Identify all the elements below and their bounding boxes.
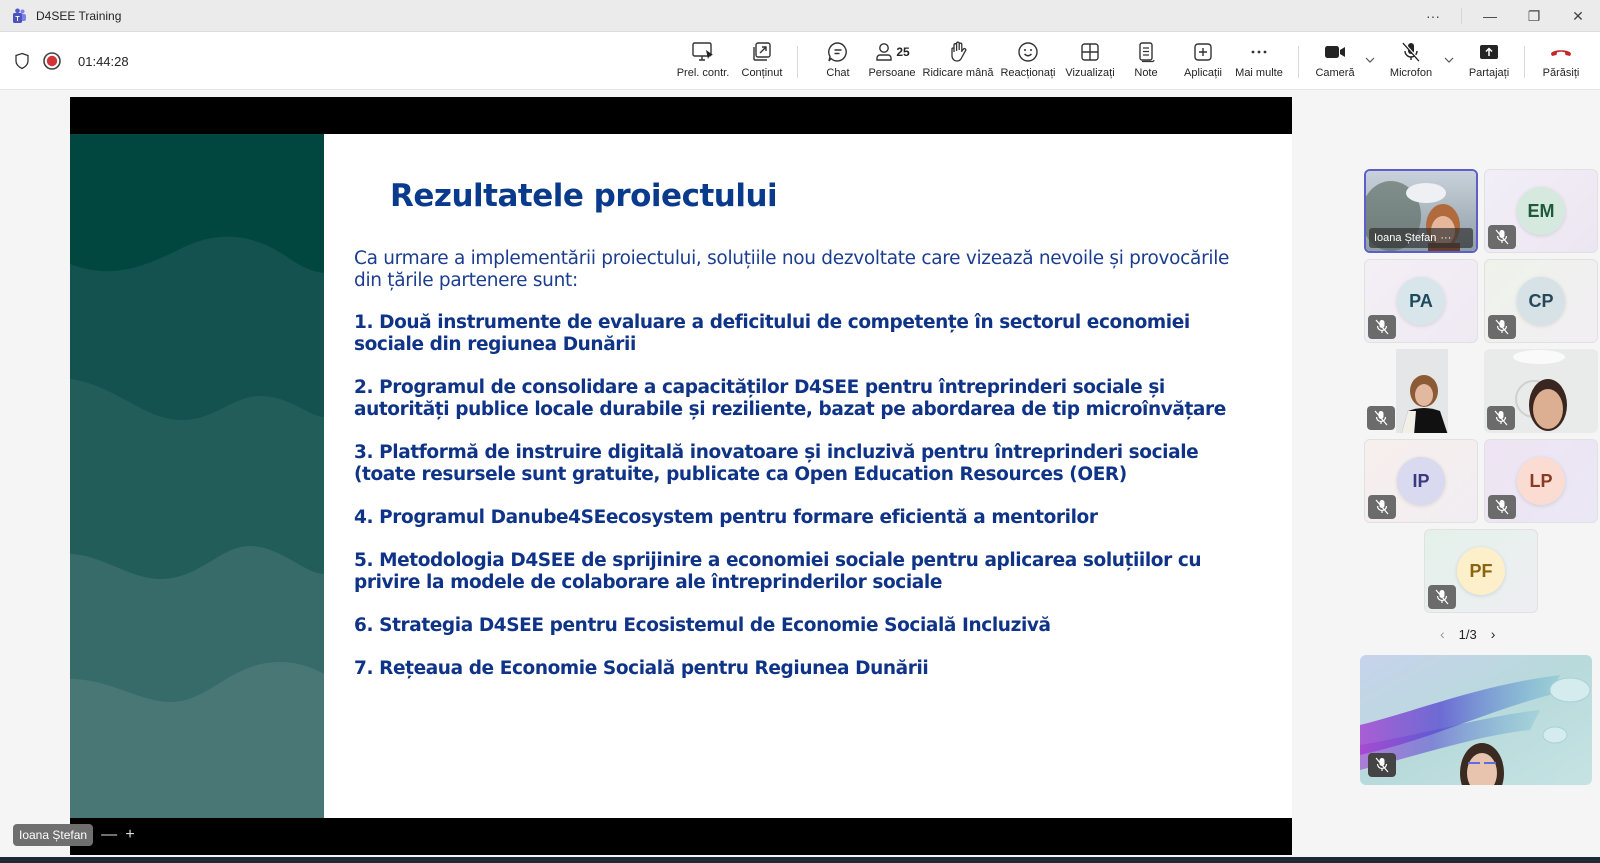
- list-item: 1. Două instrumente de evaluare a deficitului de competențe în sectorul economiei sociale din regiunea Dunării: [354, 312, 1190, 355]
- chat-button[interactable]: Chat: [818, 40, 858, 84]
- slide-intro: Ca urmare a implementării proiectului, soluțiile nou dezvoltate care vizează nevoile și provocările din țările partenere sunt:: [354, 248, 1230, 291]
- muted-mic-icon: [1368, 753, 1396, 777]
- mic-options-chevron-icon[interactable]: [1443, 54, 1455, 66]
- minimize-button[interactable]: —: [1483, 8, 1497, 24]
- more-button[interactable]: Mai multe: [1233, 40, 1285, 84]
- people-button[interactable]: 25 Persoane: [866, 40, 918, 84]
- presenter-nameplate: [13, 824, 137, 846]
- participant-tile-cp[interactable]: [1484, 259, 1598, 343]
- hand-icon: [947, 40, 969, 64]
- camera-icon: [1322, 40, 1348, 64]
- toolbar-divider: [1298, 46, 1299, 78]
- self-view-video[interactable]: [1360, 655, 1592, 785]
- participant-more-icon[interactable]: ···: [1440, 232, 1452, 244]
- notes-icon: [1135, 40, 1157, 64]
- chevron-left-icon[interactable]: ‹: [1440, 626, 1445, 642]
- share-up-icon: [1477, 40, 1501, 64]
- notes-button[interactable]: Note: [1129, 40, 1163, 84]
- participant-count: 25: [896, 45, 910, 59]
- person-icon: [874, 40, 894, 64]
- participant-tile-em[interactable]: [1484, 169, 1598, 253]
- recording-icon: [42, 51, 62, 71]
- avatar: CP: [1517, 277, 1565, 325]
- avatar: PF: [1457, 547, 1505, 595]
- muted-mic-icon: [1488, 315, 1516, 339]
- mic-button[interactable]: Microfon: [1386, 40, 1436, 84]
- shared-screen: [70, 97, 1292, 855]
- presentation-slide: [70, 134, 1292, 818]
- presenter-name: Ioana Ștefan: [13, 824, 93, 846]
- list-item: 3. Platformă de instruire digitală inovatoare și incluzivă pentru întreprinderi sociale (toate resursele sunt gratuite, publicate ca Open Education Resources (OER): [354, 442, 1199, 485]
- slide-content: [324, 134, 1292, 818]
- list-item: 7. Rețeaua de Economie Socială pentru Regiunea Dunării: [354, 658, 929, 679]
- muted-mic-icon: [1487, 406, 1515, 430]
- camera-button[interactable]: Cameră: [1313, 40, 1357, 84]
- ellipsis-icon: [1247, 40, 1271, 64]
- meeting-toolbar: [0, 32, 1600, 90]
- toolbar-divider: [1524, 46, 1525, 78]
- share-window-icon: [750, 40, 774, 64]
- list-item: 4. Programul Danube4SEecosystem pentru formare eficientă a mentorilor: [354, 507, 1098, 528]
- share-button[interactable]: Partajați: [1464, 40, 1514, 84]
- gallery-pager: [1440, 626, 1495, 642]
- more-options-button[interactable]: ···: [1426, 8, 1440, 24]
- participant-tile-video[interactable]: [1484, 349, 1598, 433]
- zoom-in-button[interactable]: +: [125, 826, 135, 843]
- take-control-button[interactable]: Prel. contr.: [672, 40, 734, 84]
- raise-hand-button[interactable]: Ridicare mână: [922, 40, 994, 84]
- leave-button[interactable]: Părăsiți: [1538, 40, 1584, 84]
- slide-title: Rezultatele proiectului: [390, 178, 778, 214]
- toolbar-divider: [797, 46, 798, 78]
- zoom-out-button[interactable]: —: [101, 826, 118, 843]
- hangup-icon: [1548, 40, 1574, 64]
- muted-mic-icon: [1368, 315, 1396, 339]
- svg-text:T: T: [15, 15, 20, 23]
- avatar: IP: [1397, 457, 1445, 505]
- content-button[interactable]: Conținut: [735, 40, 789, 84]
- grid-icon: [1078, 40, 1102, 64]
- close-button[interactable]: ✕: [1572, 7, 1584, 24]
- muted-mic-icon: [1488, 225, 1516, 249]
- muted-mic-icon: [1488, 495, 1516, 519]
- apps-button[interactable]: Aplicații: [1181, 40, 1225, 84]
- participant-tile-pa[interactable]: [1364, 259, 1478, 343]
- muted-mic-icon: [1367, 406, 1395, 430]
- shield-icon[interactable]: [14, 52, 30, 70]
- taskbar-edge: [0, 857, 1600, 863]
- camera-options-chevron-icon[interactable]: [1364, 54, 1376, 66]
- participant-video: [1396, 349, 1448, 433]
- plus-square-icon: [1191, 40, 1215, 64]
- list-item: 2. Programul de consolidare a capacităților D4SEE pentru întreprinderi sociale și autorități publice locale durabile și reziliente, bazat pe abordarea de tip microînvățare: [354, 377, 1226, 420]
- meeting-timer: 01:44:28: [78, 53, 129, 69]
- chevron-right-icon[interactable]: ›: [1490, 626, 1496, 642]
- participant-name: Ioana Ștefan: [1374, 232, 1437, 244]
- smiley-icon: [1016, 40, 1040, 64]
- window-title: D4SEE Training: [36, 8, 122, 23]
- teams-logo-icon: [11, 8, 27, 24]
- participant-tile-ip[interactable]: [1364, 439, 1478, 523]
- decorative-waves: [70, 134, 324, 818]
- participant-tile-video[interactable]: [1364, 169, 1478, 253]
- muted-mic-icon: [1368, 495, 1396, 519]
- list-item: 5. Metodologia D4SEE de sprijinire a economiei sociale pentru aplicarea soluțiilor cu privire la modele de colaborare ale întreprinderilor sociale: [354, 550, 1202, 593]
- participant-tile-video[interactable]: [1364, 349, 1478, 433]
- participant-tile-lp[interactable]: [1484, 439, 1598, 523]
- avatar: PA: [1397, 277, 1445, 325]
- muted-mic-icon: [1428, 585, 1456, 609]
- screen-pointer-icon: [690, 40, 716, 64]
- window-titlebar: [0, 0, 1600, 32]
- list-item: 6. Strategia D4SEE pentru Ecosistemul de Economie Socială Incluzivă: [354, 615, 1051, 636]
- page-indicator: 1/3: [1458, 626, 1477, 642]
- avatar: LP: [1517, 457, 1565, 505]
- view-button[interactable]: Vizualizați: [1062, 40, 1118, 84]
- divider: [1461, 8, 1462, 24]
- react-button[interactable]: Reacționați: [998, 40, 1058, 84]
- restore-button[interactable]: ❐: [1527, 7, 1541, 24]
- results-list: [354, 312, 1254, 701]
- avatar: EM: [1517, 187, 1565, 235]
- mic-off-icon: [1399, 40, 1423, 64]
- participant-tile-pf[interactable]: [1424, 529, 1538, 613]
- chat-icon: [826, 40, 850, 64]
